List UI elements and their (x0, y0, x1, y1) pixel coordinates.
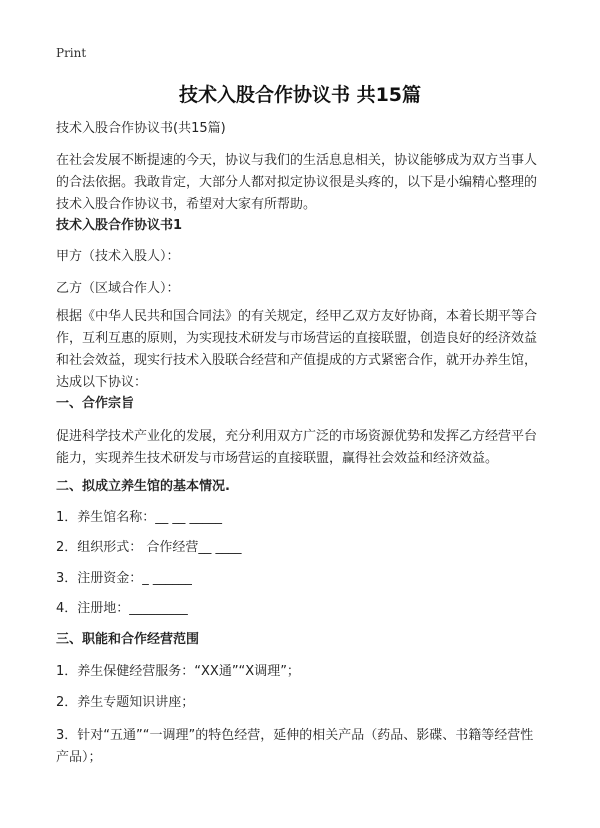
heading-scope: 三、职能和合作经营范围 (56, 632, 200, 647)
list-item: 4．注册地：_________ (56, 601, 188, 616)
document-subtitle: 技术入股合作协议书(共15篇) (56, 121, 226, 136)
document-title: 技术入股合作协议书 共15篇 (178, 84, 422, 106)
print-link[interactable]: Print (56, 46, 87, 60)
purpose-paragraph: 促进科学技术产业化的发展，充分利用双方广泛的市场资源优势和发挥乙方经营平台能力，实现养生技术研发与市场营运的直接联盟，赢得社会效益和经济效益。 (56, 429, 538, 466)
preamble-paragraph: 根据《中华人民共和国合同法》的有关规定，经甲乙双方友好协商，本着长期平等合作，互利互惠的原则，为实现技术研发与市场营运的直接联盟，创造良好的经济效益和社会效益，现实行技术入股联合经营和产值提成的方式紧密合作，就开办养生馆，达成以下协议： (56, 309, 538, 390)
party-a-line: 甲方（技术入股人）： (56, 249, 180, 264)
heading-basic-info: 二、拟成立养生馆的基本情况. (56, 479, 230, 494)
list-item: 1．养生馆名称：__ __ _____ (56, 510, 223, 525)
party-b-line: 乙方（区域合作人）： (56, 281, 180, 296)
list-item: 3．针对“五通”“一调理”的特色经营，延伸的相关产品（药品、影碟、书籍等经营性产品）； (56, 728, 534, 765)
list-item: 1．养生保健经营服务：“XX通”“X调理”； (56, 664, 300, 679)
list-item: 2．组织形式： 合作经营__ ____ (56, 540, 242, 555)
intro-paragraph: 在社会发展不断提速的今天，协议与我们的生活息息相关，协议能够成为双方当事人的合法依据。我敢肯定，大部分人都对拟定协议很是头疼的，以下是小编精心整理的技术入股合作协议书，希望对大家有所帮助。 (56, 153, 538, 212)
list-item: 3．注册资金：_ ______ (56, 571, 192, 586)
section1-heading: 技术入股合作协议书1 (56, 218, 183, 233)
list-item: 2．养生专题知识讲座； (56, 695, 195, 710)
heading-purpose: 一、合作宗旨 (56, 396, 135, 411)
